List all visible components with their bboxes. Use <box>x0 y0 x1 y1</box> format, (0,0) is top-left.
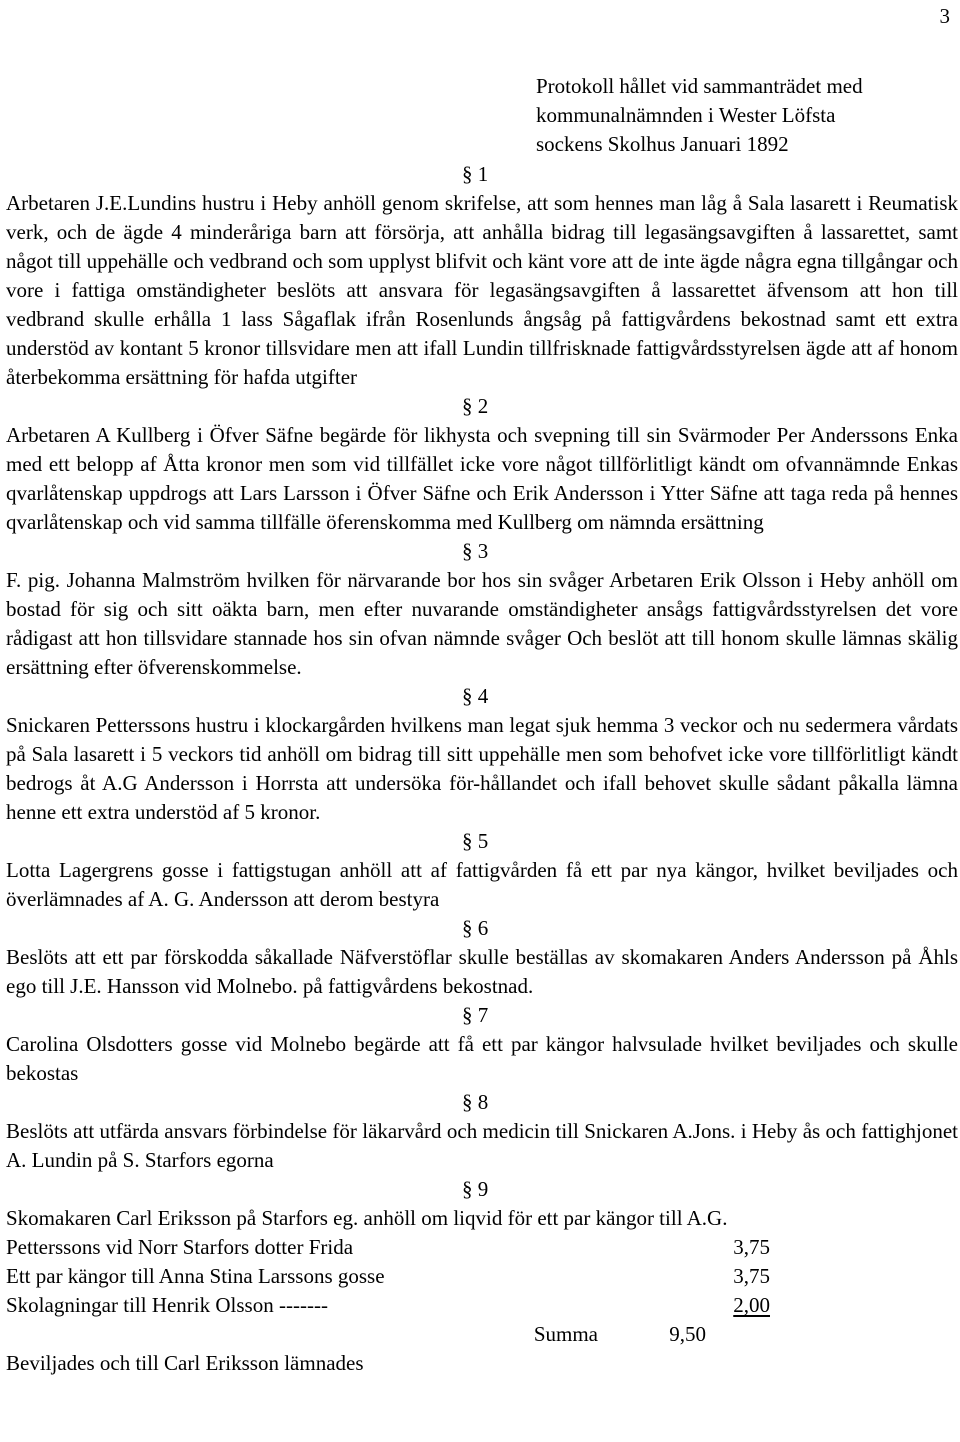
section-marker-3: § 3 <box>462 539 489 563</box>
section-text-5: Lotta Lagergrens gosse i fattigstugan anhöll att af fattigvården få ett par nya kängor, hvilket beviljades och överlämnades af A. G. Andersson att derom bestyra <box>6 858 958 911</box>
section-text-2: Arbetaren A Kullberg i Öfver Säfne begärde för likhysta och svepning till sin Svärmoder Per Anderssons Enka med ett belopp af Åtta kronor men som vid tillfället icke vore något tillförlitligt kändt om ofvannämnde Enkas qvarlåtenskap uppdrogs att Lars Larsson i Öfver Säfne och Erik Andersson i Ytter Säfne att taga reda på hennes qvarlåtenskap och vid samma tillfälle öferenskomma med Kullberg om nämnda ersättning <box>6 423 958 534</box>
amount-row <box>6 1262 958 1291</box>
protocol-body <box>6 160 958 1378</box>
amount-value: 3,75 <box>733 1235 770 1259</box>
section-marker-1: § 1 <box>462 162 489 186</box>
closing-line: Beviljades och till Carl Eriksson lämnades <box>6 1351 364 1375</box>
protocol-header <box>536 72 956 159</box>
section-marker-2: § 2 <box>462 394 489 418</box>
sum-value: 9,50 <box>669 1322 706 1346</box>
section-marker-7: § 7 <box>462 1003 489 1027</box>
section-marker-6: § 6 <box>462 916 489 940</box>
amount-row <box>6 1291 958 1320</box>
page-number: 3 <box>939 4 950 28</box>
amount-value-underlined: 2,00 <box>733 1293 770 1317</box>
section-text-8: Beslöts att utfärda ansvars förbindelse för läkarvård och medicin till Snickaren A.Jons. i Heby ås och fattighjonet A. Lundin på S. Starfors egorna <box>6 1119 958 1172</box>
amount-label: Skolagningar till Henrik Olsson ------- <box>6 1293 328 1317</box>
header-line-2: kommunalnämnden i Wester Löfsta <box>536 103 836 127</box>
section-text-6: Beslöts att ett par förskodda såkallade Näfverstöflar skulle beställas av skomakaren Anders Andersson på Åhls ego till J.E. Hansson vid Molnebo. på fattigvårdens bekostnad. <box>6 945 958 998</box>
amount-value: 3,75 <box>733 1264 770 1288</box>
section-text-3: F. pig. Johanna Malmström hvilken för närvarande bor hos sin svåger Arbetaren Erik Olsson i Heby anhöll om bostad för sig och sitt oäkta barn, men efter nuvarande omständigheter ansågs fattigvårdsstyrelsen det vore rådigast att hon tillsvidare stannade hos sin ofvan nämnde svåger Och beslöt att till honom skulle lämnas skälig ersättning efter öfverenskommelse. <box>6 568 958 679</box>
section-text-9: Skomakaren Carl Eriksson på Starfors eg. anhöll om liqvid för ett par kängor till A.G. <box>6 1206 728 1230</box>
amount-row <box>6 1233 958 1262</box>
header-line-1: Protokoll hållet vid sammanträdet med <box>536 74 863 98</box>
section-marker-4: § 4 <box>462 684 489 708</box>
amount-label: Ett par kängor till Anna Stina Larssons gosse <box>6 1264 385 1288</box>
sum-row <box>6 1320 958 1349</box>
header-line-3: sockens Skolhus Januari 1892 <box>536 132 789 156</box>
sum-label: Summa <box>533 1322 598 1346</box>
section-marker-8: § 8 <box>462 1090 489 1114</box>
section-marker-5: § 5 <box>462 829 489 853</box>
section-text-1: Arbetaren J.E.Lundins hustru i Heby anhöll genom skrifelse, att som hennes man låg å Sala lasarett i Reumatisk verk, och de ägde 4 minderåriga barn att försörja, att anhålla bidrag till legasängsavgiften å lassarettet, samt något till uppehälle och vedbrand och som upplyst blifvit och känt vore att de inte ägde några egna tillgångar och vore i fattiga omständigheter beslöts att ansvara för legasängsavgiften å lassarettet äfvensom att hon till vedbrand skulle erhålla 1 lass Sågaflak ifrån Rosenlunds ångsåg på fattigvårdens bekostnad samt ett extra understöd av kontant 5 kronor tillsvidare men att ifall Lundin tillfrisknade fattigvårdsstyrelsen ägde att af honom återbekomma ersättning för hafda utgifter <box>6 191 958 389</box>
section-text-7: Carolina Olsdotters gosse vid Molnebo begärde att få ett par kängor halvsulade hvilket beviljades och skulle bekostas <box>6 1032 958 1085</box>
section-text-4: Snickaren Petterssons hustru i klockargården hvilkens man legat sjuk hemma 3 veckor och nu sedermera vårdats på Sala lasarett i 5 veckors tid anhöll om bidrag till sitt uppehälle men som behofvet icke vore tillförlitligt kändt bedrogs åt A.G Andersson i Horrsta att undersöka för-hållandet och ifall behovet skulle sådant påkalla lämna henne ett extra understöd af 5 kronor. <box>6 713 958 824</box>
section-marker-9: § 9 <box>462 1177 489 1201</box>
amount-label: Petterssons vid Norr Starfors dotter Frida <box>6 1235 354 1259</box>
